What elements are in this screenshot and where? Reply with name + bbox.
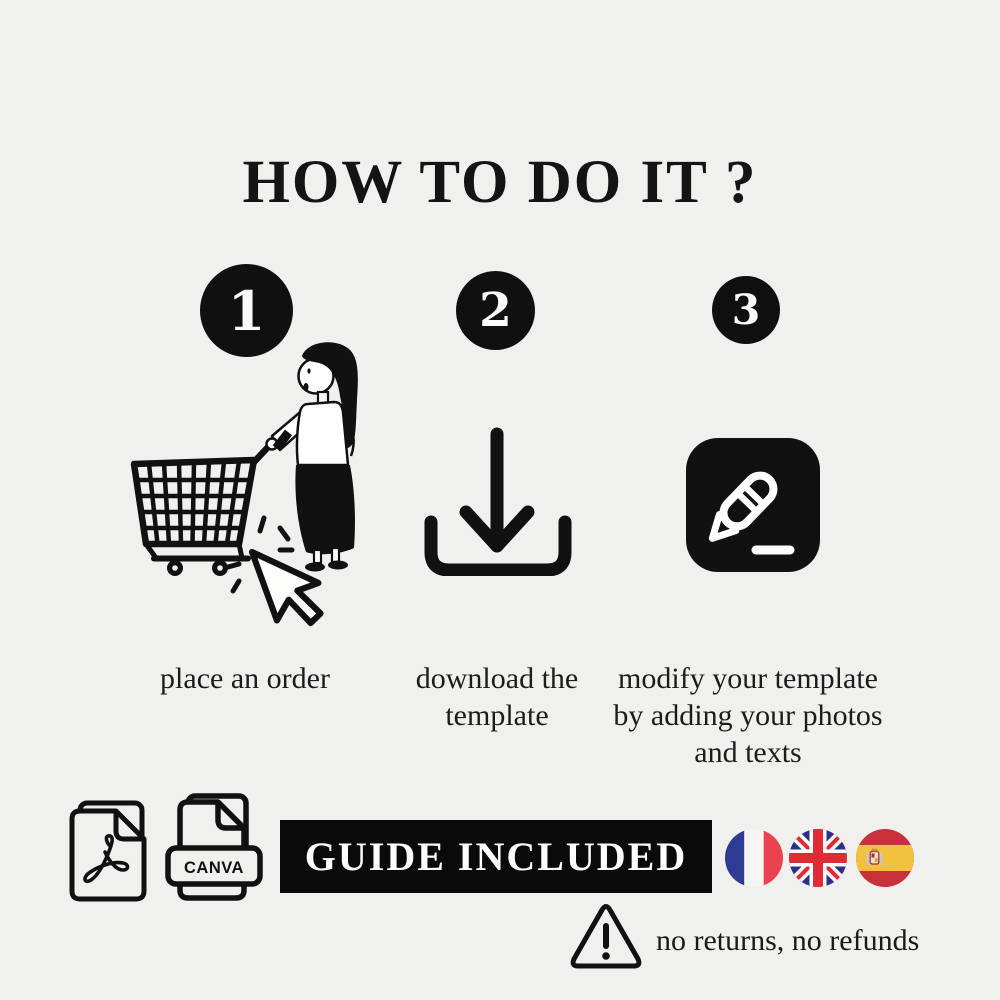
canva-file-icon — [162, 792, 266, 904]
step-2-caption: download the template — [415, 662, 579, 732]
warning-icon — [569, 902, 643, 972]
download-icon — [424, 424, 572, 576]
step-2-number: 2 — [479, 283, 512, 338]
cart-woman-cursor-illustration — [112, 338, 412, 638]
step-2-badge — [456, 271, 535, 350]
guide-included-banner — [280, 820, 712, 893]
no-returns-notice: no returns, no refunds — [656, 924, 920, 957]
step-3-badge — [712, 276, 780, 344]
spain-flag-icon — [856, 829, 914, 887]
woman-figure — [267, 342, 358, 571]
banner-label: GUIDE INCLUDED — [304, 834, 688, 879]
step-1-number: 1 — [227, 278, 266, 343]
edit-pencil-icon — [686, 438, 820, 572]
france-flag-icon — [725, 829, 783, 887]
step-1-caption: place an order — [160, 662, 330, 695]
uk-flag-icon — [789, 829, 847, 887]
step-3-number: 3 — [731, 286, 761, 334]
canva-label: CANVA — [184, 859, 244, 877]
page-title: HOW TO DO IT ? — [242, 149, 758, 216]
step-3-caption: modify your template by adding your photos and texts — [613, 662, 883, 769]
woman-skirt — [295, 465, 355, 554]
pdf-file-icon — [60, 797, 160, 903]
